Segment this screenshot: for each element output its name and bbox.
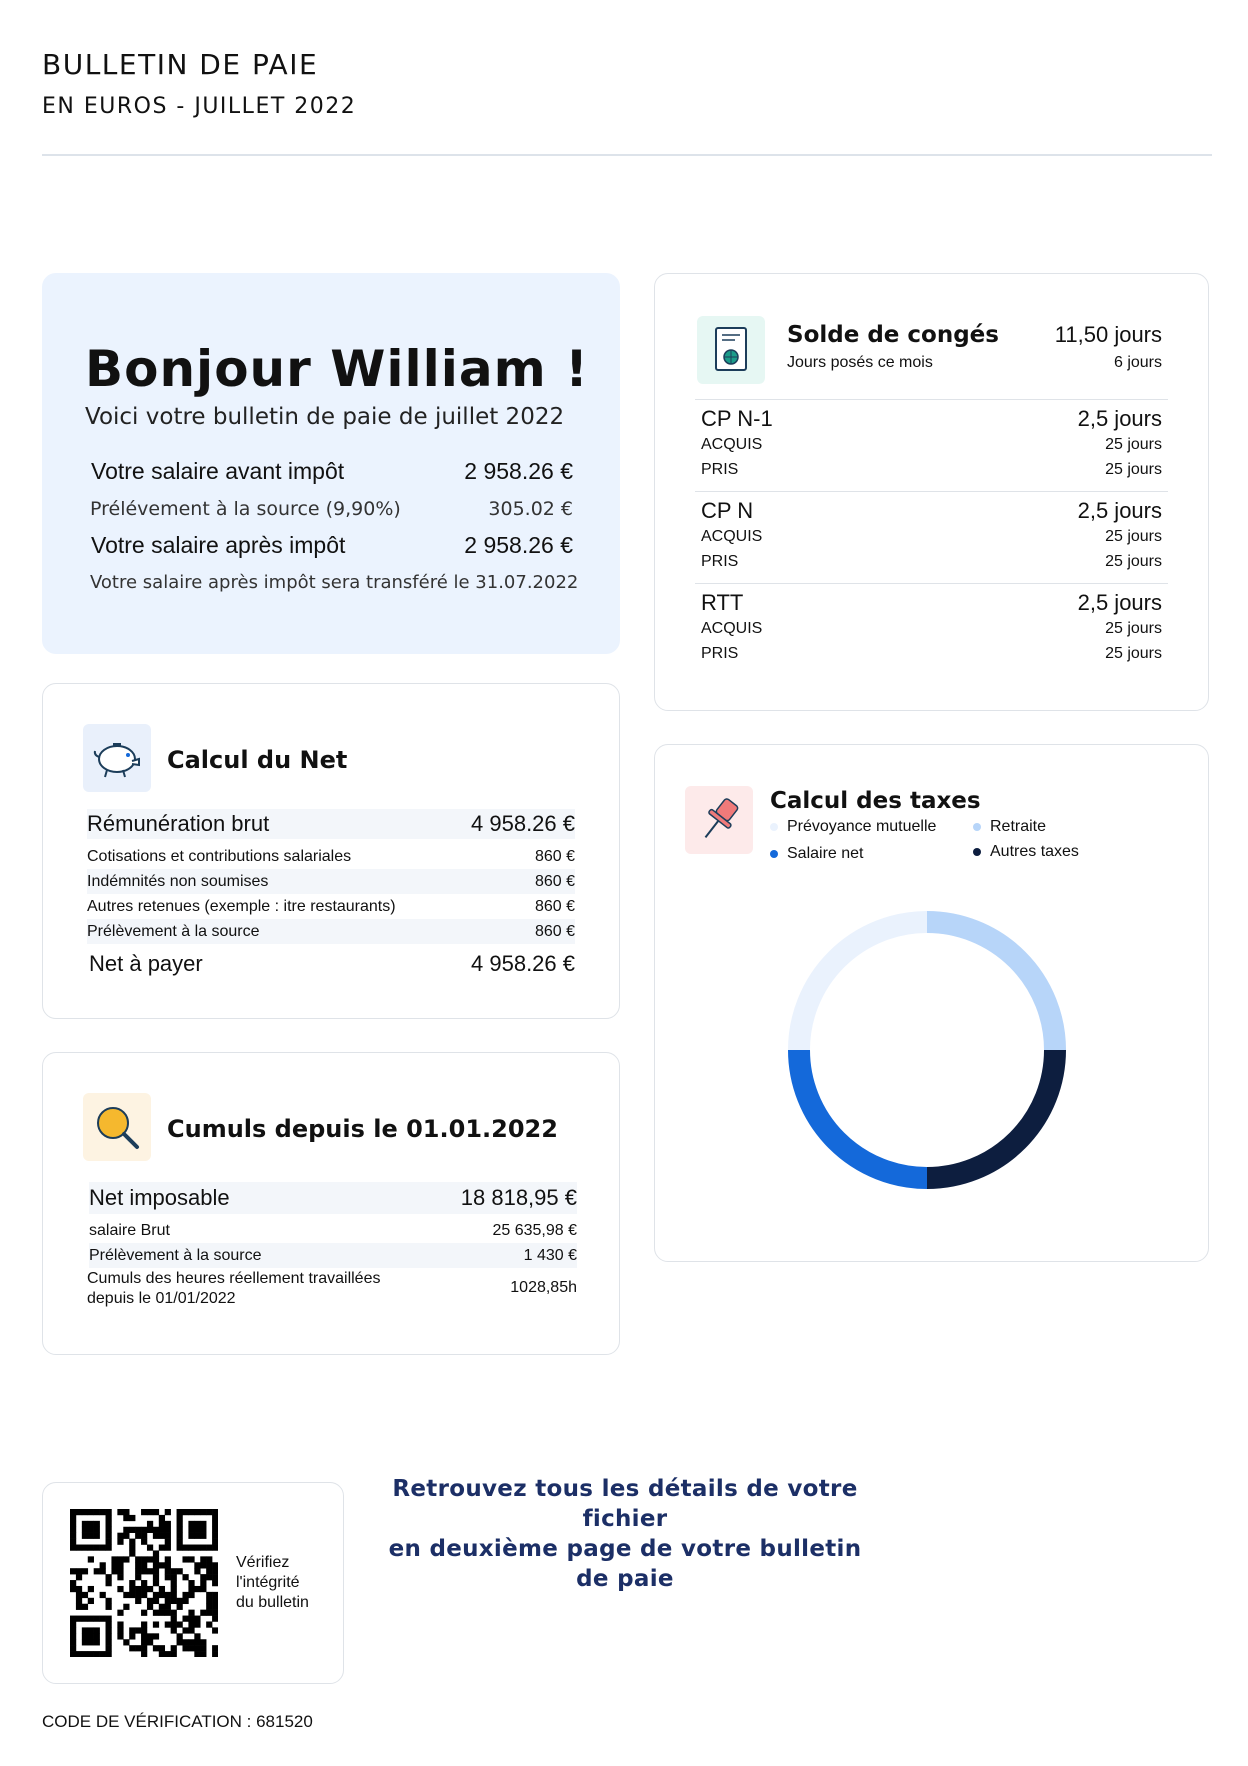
withholding-label: Prélévement à la source (9,90%)	[90, 498, 401, 520]
magnifier-icon	[83, 1093, 151, 1161]
salary-before-tax-row	[91, 458, 573, 485]
net-line-value: 860 €	[534, 922, 575, 940]
salary-after-tax-row	[91, 532, 573, 559]
cumuls-line-label: salaire Brut	[89, 1221, 170, 1239]
gross-label: Rémunération brut	[87, 811, 270, 836]
cumuls-line-value: 25 635,98 €	[492, 1221, 577, 1239]
leave-section-value: 2,5 jours	[1077, 590, 1162, 615]
cumuls-title: Cumuls depuis le 01.01.2022	[167, 1115, 558, 1143]
leave-taken-label: PRIS	[701, 553, 739, 570]
legend-swatch	[770, 823, 778, 831]
leave-section	[695, 399, 1168, 491]
legend-swatch	[973, 848, 981, 856]
net-line-label: Indémnités non soumises	[87, 872, 269, 890]
net-card	[42, 683, 620, 1019]
hours-value: 1028,85h	[510, 1279, 577, 1296]
net-line-row	[87, 869, 575, 894]
hours-label-line: Cumuls des heures réellement travaillées	[87, 1270, 381, 1287]
salary-after-tax-value: 2 958.26 €	[464, 532, 573, 558]
leave-acquired-value: 25 jours	[1105, 620, 1162, 637]
footer-message	[380, 1474, 870, 1594]
leave-section-value: 2,5 jours	[1077, 498, 1162, 523]
page-subtitle: EN EUROS - JUILLET 2022	[42, 94, 357, 119]
donut-slice-pr-voyance-mutuelle	[799, 922, 927, 1050]
taxable-row	[89, 1182, 577, 1214]
net-line-value: 860 €	[534, 872, 575, 890]
leave-title: Solde de congés	[787, 322, 999, 348]
taxes-card	[654, 744, 1209, 1262]
pin-icon	[685, 786, 753, 854]
legend-label: Retraite	[990, 818, 1047, 835]
leave-acquired-label: ACQUIS	[701, 620, 763, 637]
legend-item	[770, 818, 936, 836]
net-line-row	[87, 844, 575, 869]
cumuls-card	[42, 1052, 620, 1355]
salary-before-tax-value: 2 958.26 €	[464, 458, 573, 484]
leave-section	[695, 583, 1168, 675]
leave-total: 11,50 jours	[1054, 322, 1162, 347]
cumuls-line-row	[89, 1218, 577, 1243]
gross-row	[87, 809, 575, 839]
legend-label: Autres taxes	[990, 843, 1079, 860]
legend-label: Prévoyance mutuelle	[787, 818, 937, 835]
leave-acquired-value: 25 jours	[1105, 436, 1162, 453]
net-title: Calcul du Net	[167, 746, 348, 774]
leave-subtitle: Jours posés ce mois	[787, 354, 933, 371]
leave-section	[695, 491, 1168, 583]
net-total-value: 4 958.26 €	[471, 951, 575, 976]
taxable-label: Net imposable	[89, 1185, 230, 1210]
legend-item	[770, 845, 864, 863]
hours-label-line: depuis le 01/01/2022	[87, 1290, 236, 1307]
gross-value: 4 958.26 €	[471, 811, 575, 836]
leave-taken-label: PRIS	[701, 645, 739, 662]
page-title: BULLETIN DE PAIE	[42, 48, 319, 81]
footer-message-line: Retrouvez tous les détails de votre fichier	[392, 1476, 858, 1532]
salary-after-tax-label: Votre salaire après impôt	[91, 532, 346, 558]
net-line-value: 860 €	[534, 847, 575, 865]
leave-month: 6 jours	[1113, 354, 1162, 371]
legend-swatch	[973, 823, 981, 831]
leave-taken-value: 25 jours	[1105, 645, 1162, 662]
withholding-row	[90, 498, 573, 520]
piggy-bank-icon	[83, 724, 151, 792]
qr-caption	[236, 1553, 309, 1613]
qr-code	[70, 1509, 218, 1657]
transfer-note: Votre salaire après impôt sera transféré le 31.07.2022	[90, 572, 579, 593]
tax-donut-chart	[777, 900, 1077, 1200]
leave-taken-label: PRIS	[701, 461, 739, 478]
header-divider	[42, 154, 1212, 156]
leave-section-value: 2,5 jours	[1077, 406, 1162, 431]
net-total-label: Net à payer	[89, 951, 203, 976]
qr-caption-line: l'intégrité	[236, 1574, 300, 1591]
cumuls-line-row	[89, 1243, 577, 1268]
verification-code: CODE DE VÉRIFICATION : 681520	[42, 1712, 313, 1731]
footer-message-line: en deuxième page de votre bulletin de paie	[388, 1536, 862, 1592]
leave-card	[654, 273, 1209, 711]
net-line-label: Prélèvement à la source	[87, 922, 260, 940]
net-total-row	[89, 948, 575, 980]
passport-icon	[697, 316, 765, 384]
leave-section-name: RTT	[701, 590, 744, 615]
net-line-label: Cotisations et contributions salariales	[87, 847, 352, 865]
leave-section-name: CP N	[701, 498, 754, 523]
net-line-value: 860 €	[534, 897, 575, 915]
greeting-title: Bonjour William !	[85, 340, 589, 398]
qr-card	[42, 1482, 344, 1684]
salary-before-tax-label: Votre salaire avant impôt	[91, 458, 345, 484]
withholding-value: 305.02 €	[488, 498, 573, 520]
legend-item	[973, 843, 1079, 861]
greeting-card	[42, 273, 620, 654]
leave-taken-value: 25 jours	[1105, 461, 1162, 478]
leave-acquired-label: ACQUIS	[701, 436, 763, 453]
donut-slice-salaire-net	[799, 1050, 927, 1178]
net-line-row	[87, 919, 575, 944]
taxable-value: 18 818,95 €	[460, 1185, 577, 1210]
leave-taken-value: 25 jours	[1105, 553, 1162, 570]
legend-swatch	[770, 850, 778, 858]
donut-slice-retraite	[927, 922, 1055, 1050]
net-line-label: Autres retenues (exemple : itre restaurants)	[87, 897, 396, 915]
cumuls-line-label: Prélèvement à la source	[89, 1246, 262, 1264]
leave-section-name: CP N-1	[701, 406, 773, 431]
donut-slice-autres-taxes	[927, 1050, 1055, 1178]
hours-label	[87, 1269, 380, 1309]
legend-item	[973, 818, 1046, 836]
leave-acquired-label: ACQUIS	[701, 528, 763, 545]
qr-caption-line: du bulletin	[236, 1594, 309, 1611]
greeting-subtitle: Voici votre bulletin de paie de juillet 2022	[85, 404, 565, 430]
qr-caption-line: Vérifiez	[236, 1554, 290, 1571]
leave-acquired-value: 25 jours	[1105, 528, 1162, 545]
cumuls-line-value: 1 430 €	[523, 1246, 577, 1264]
taxes-title: Calcul des taxes	[770, 788, 981, 814]
net-line-row	[87, 894, 575, 919]
legend-label: Salaire net	[787, 845, 864, 862]
